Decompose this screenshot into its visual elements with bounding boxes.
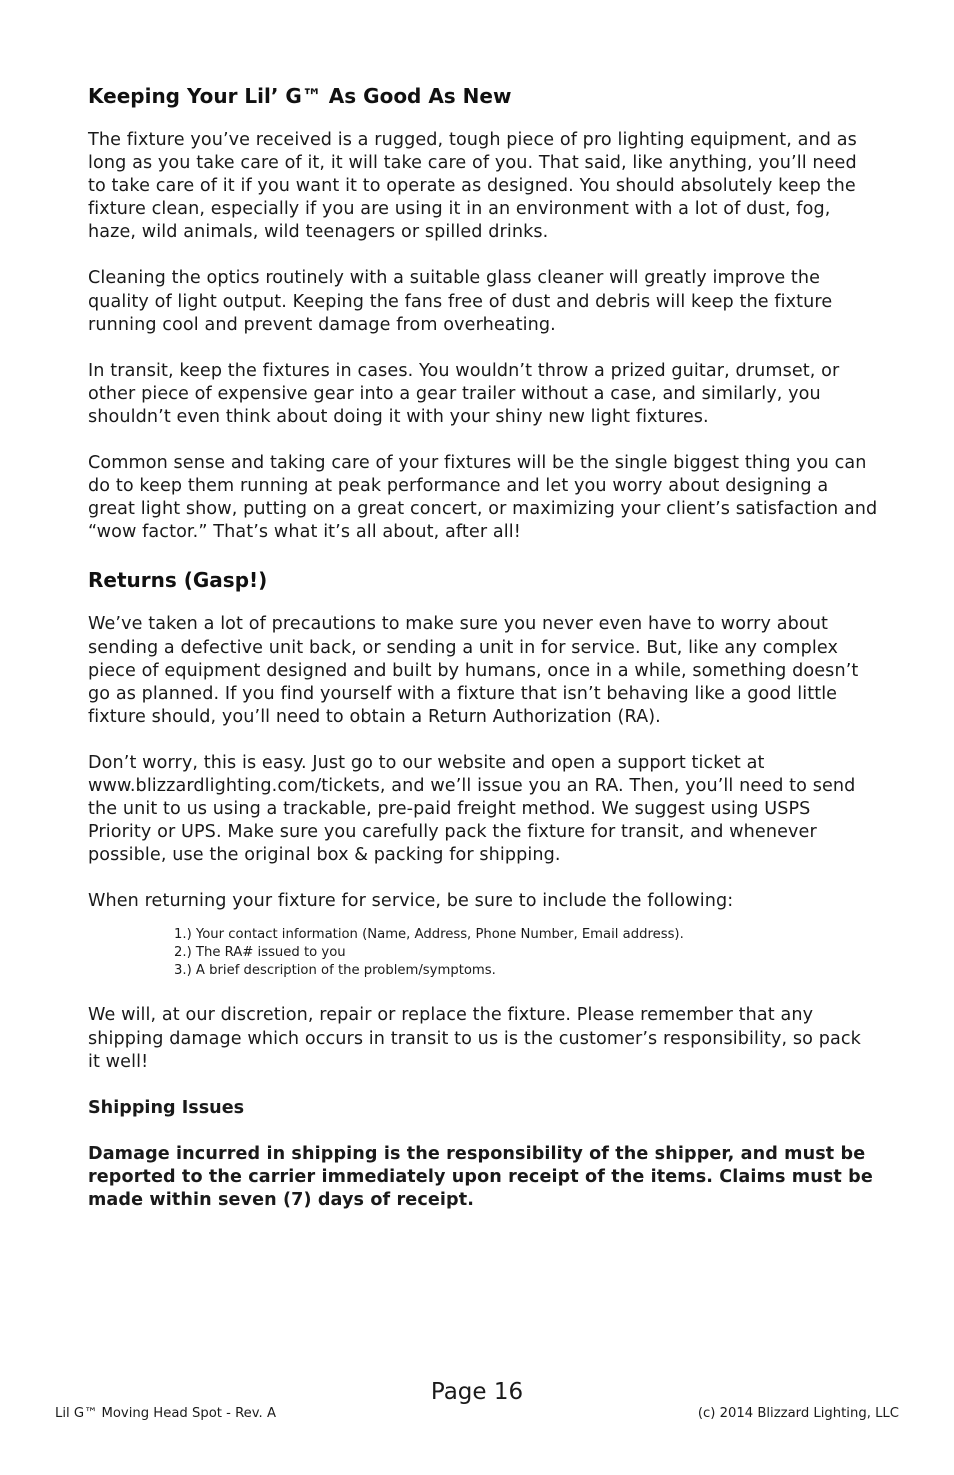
care-paragraph-3: In transit, keep the fixtures in cases. You wouldn’t throw a prized guitar, drumset, or other piece of expensive gear into a gear trailer without a case, and similarly, you shouldn’t even think about doing it with your shiny new light fixtures. [88,360,840,427]
returns-closing-paragraph: We will, at our discretion, repair or replace the fixture. Please remember that any shipping damage which occurs in transit to us is the customer’s responsibility, so pack it well! [88,1005,861,1072]
care-paragraph-4: Common sense and taking care of your fixtures will be the single biggest thing you can do to keep them running at peak performance and let you worry about designing a great light show, putting on a great concert, or maximizing your client’s satisfaction and “wow factor.” That’s what it’s all about, after all! [88,453,878,543]
returns-paragraph-3: When returning your fixture for service, be sure to include the following: [88,891,734,912]
list-item: 3.) A brief description of the problem/symptoms. [174,963,496,979]
footer-copyright: (c) 2014 Blizzard Lighting, LLC [697,1406,899,1421]
footer-product-name: Lil G™ Moving Head Spot - Rev. A [55,1406,276,1421]
returns-paragraph-1: We’ve taken a lot of precautions to make sure you never even have to worry about sending a defective unit back, or sending a unit in for service. But, like any complex piece of equipment designed and built by humans, once in a while, something doesn’t go as planned. If you find yourself with a fixture that isn’t behaving like a good little fixture should, you’ll need to obtain a Return Authorization (RA). [88,614,859,727]
section-title-care: Keeping Your Lil’ G™ As Good As New [88,84,512,108]
care-paragraph-2: Cleaning the optics routinely with a suitable glass cleaner will greatly improve the quality of light output. Keeping the fans free of dust and debris will keep the fixture running cool and prevent damage from overheating. [88,268,833,335]
section-title-shipping: Shipping Issues [88,1097,245,1118]
returns-paragraph-2: Don’t worry, this is easy. Just go to our website and open a support ticket at www.blizzardlighting.com/tickets, and we’ll issue you an RA. Then, you’ll need to send the unit to us using a trackable, pre-paid freight method. We suggest using USPS Priority or UPS. Make sure you carefully pack the fixture for transit, and whenever possible, use the original box & packing for shipping. [88,752,856,866]
section-title-returns: Returns (Gasp!) [88,568,268,593]
document-body [88,83,878,1235]
list-item: 2.) The RA# issued to you [174,945,346,961]
return-requirements-list [174,926,878,980]
care-paragraph-1: The fixture you’ve received is a rugged, tough piece of pro lighting equipment, and as long as you take care of it, it will take care of you. That said, like anything, you’ll need to take care of it if you want it to operate as designed. You should absolutely keep the fixture clean, especially if you are using it in an environment with a lot of dust, fog, haze, wild animals, wild teenagers or spilled drinks. [88,130,857,243]
list-item: 1.) Your contact information (Name, Address, Phone Number, Email address). [174,927,684,943]
page-number: Page 16 [430,1379,524,1405]
shipping-notice: Damage incurred in shipping is the responsibility of the shipper, and must be reported to the carrier immediately upon receipt of the items. Claims must be made within seven (7) days of receipt. [88,1143,873,1210]
